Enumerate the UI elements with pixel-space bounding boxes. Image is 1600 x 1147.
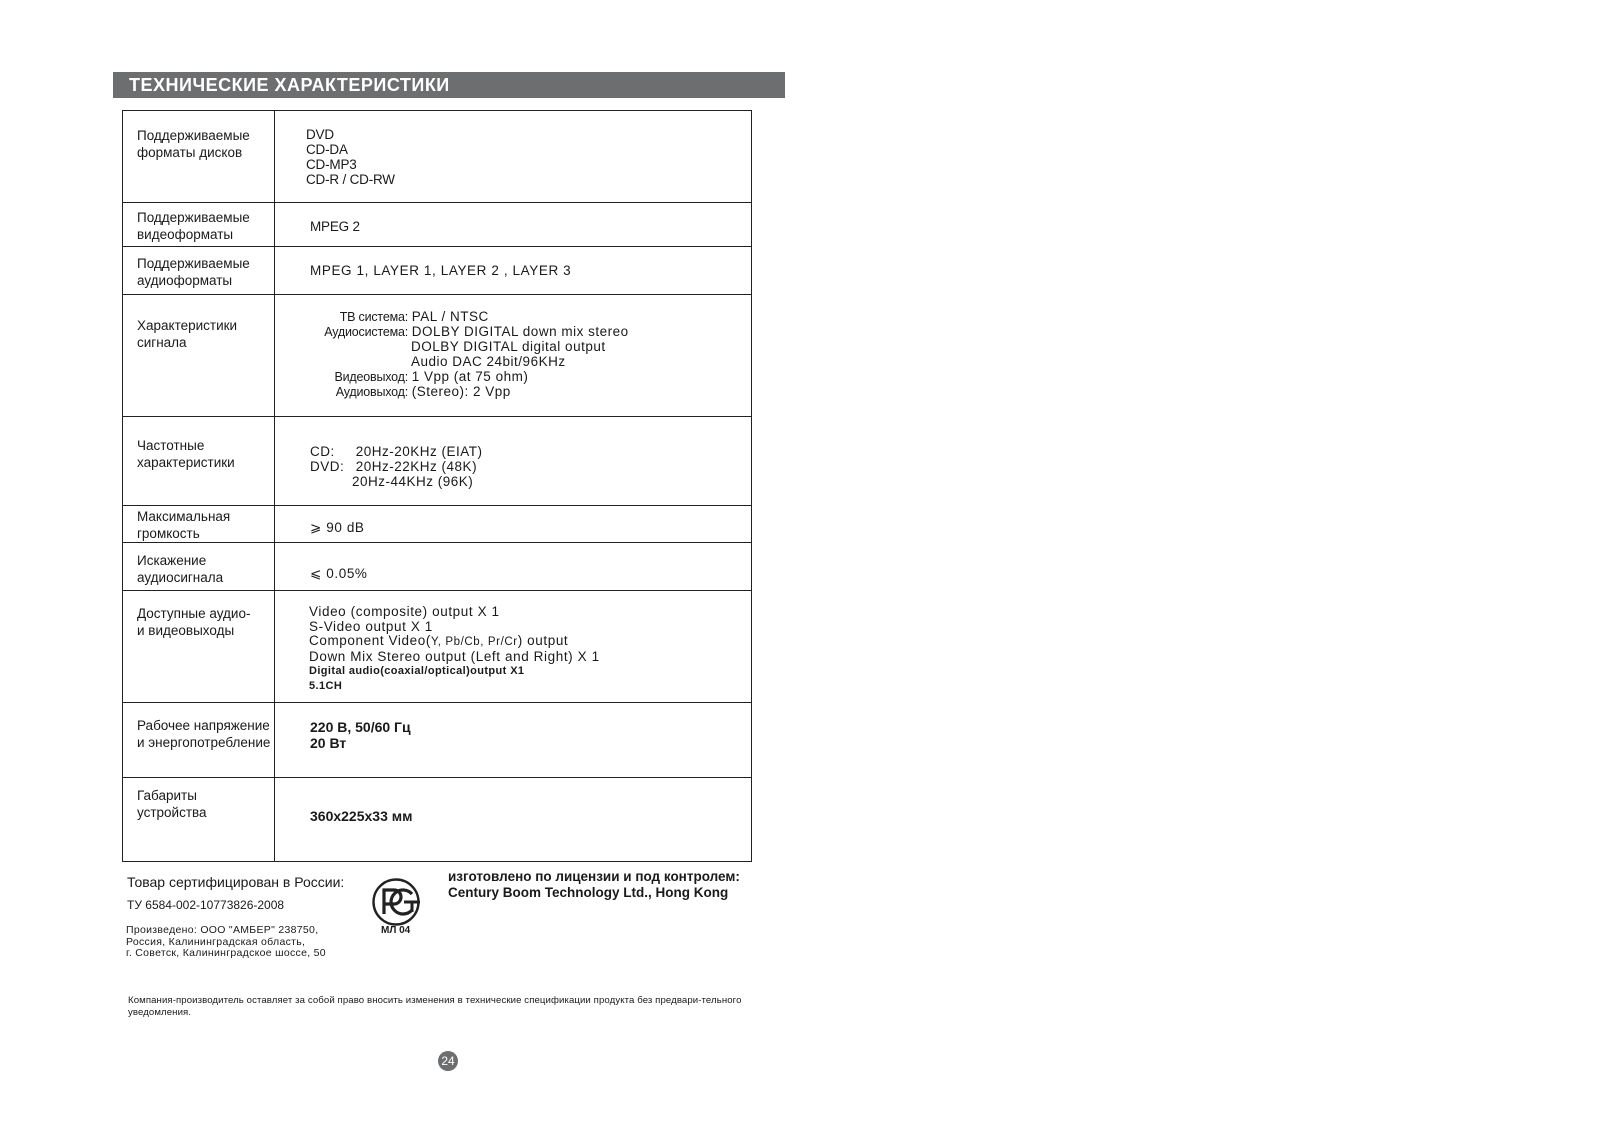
- spec-label: Частотные характеристики: [123, 417, 275, 505]
- spec-value: [275, 591, 751, 702]
- section-title: ТЕХНИЧЕСКИЕ ХАРАКТЕРИСТИКИ: [113, 72, 785, 98]
- spec-row-audio-formats: [123, 247, 751, 295]
- tv-system-value: PAL / NTSC: [411, 309, 489, 324]
- spec-label: Доступные аудио- и видеовыходы: [123, 591, 275, 702]
- disc-format-item: CD-MP3: [306, 157, 357, 172]
- page-number: 24: [438, 1051, 458, 1071]
- spec-value: ⩽ 0.05%: [310, 566, 368, 581]
- spec-value: [275, 111, 751, 202]
- spec-label: Рабочее напряжение и энергопотребление: [123, 703, 275, 777]
- output-line: Video (composite) output X 1: [309, 604, 500, 619]
- license-info: [448, 869, 740, 901]
- spec-label: Поддерживаемые аудиоформаты: [123, 247, 275, 294]
- spec-label: Габариты устройства: [123, 778, 275, 862]
- output-line: Component Video(Y, Pb/Cb, Pr/Cr) output: [309, 633, 569, 648]
- spec-label: Максимальная громкость: [123, 506, 275, 542]
- spec-row-dimensions: [123, 778, 751, 862]
- video-out-value: 1 Vpp (at 75 ohm): [411, 369, 529, 384]
- spec-row-signal: [123, 295, 751, 417]
- spec-row-distortion: [123, 543, 751, 591]
- certification-code: МЛ 04: [381, 925, 411, 936]
- rst-certification-logo-icon: [371, 876, 423, 928]
- tv-system-key: ТВ система:: [339, 310, 408, 324]
- audio-system-value: Audio DAC 24bit/96KHz: [411, 354, 566, 369]
- license-line: изготовлено по лицензии и под контролем:: [448, 869, 740, 884]
- spec-row-power: [123, 703, 751, 778]
- dvd-key: DVD:: [310, 459, 345, 474]
- spec-row-video-formats: [123, 203, 751, 247]
- spec-row-max-volume: [123, 506, 751, 543]
- spec-label: Характеристики сигнала: [123, 295, 275, 416]
- disc-format-item: DVD: [306, 127, 334, 142]
- spec-value: ⩾ 90 dB: [310, 520, 365, 535]
- spec-value: [275, 295, 751, 416]
- disc-format-item: CD-R / CD-RW: [306, 172, 395, 187]
- tu-number: ТУ 6584-002-10773826-2008: [127, 898, 285, 912]
- output-line: S-Video output X 1: [309, 618, 433, 634]
- audio-out-value: (Stereo): 2 Vpp: [411, 384, 511, 399]
- cd-key: CD:: [310, 444, 335, 459]
- spec-row-outputs: [123, 591, 751, 703]
- license-line: Century Boom Technology Ltd., Hong Kong: [448, 885, 729, 900]
- spec-value: [275, 417, 751, 505]
- audio-out-key: Аудиовыход:: [335, 385, 408, 399]
- power-line: 220 В, 50/60 Гц: [310, 719, 411, 735]
- spec-label: Поддерживаемые видеоформаты: [123, 203, 275, 246]
- manufacturer-address: Произведено: ООО "АМБЕР" 238750, Россия, Калининградская область, г. Советск, Калининградское шоссе, 50: [126, 924, 326, 959]
- spec-row-disc-formats: [123, 111, 751, 203]
- output-line: Down Mix Stereo output (Left and Right) X 1: [309, 648, 600, 664]
- output-line: 5.1CH: [309, 679, 343, 692]
- dvd-value: 20Hz-44KHz (96K): [352, 474, 474, 489]
- spec-value: 360x225x33 мм: [310, 808, 413, 824]
- audio-system-value: DOLBY DIGITAL digital output: [411, 339, 606, 354]
- power-line: 20 Вт: [310, 735, 347, 751]
- spec-label: Поддерживаемые форматы дисков: [123, 111, 275, 202]
- spec-table: [122, 110, 752, 862]
- cd-value: 20Hz-20KHz (EIAT): [355, 444, 483, 459]
- video-out-key: Видеовыход:: [334, 370, 408, 384]
- audio-system-key: Аудиосистема:: [324, 325, 408, 339]
- spec-label: Искажение аудиосигнала: [123, 543, 275, 590]
- dvd-value: 20Hz-22KHz (48K): [355, 459, 478, 474]
- audio-system-value: DOLBY DIGITAL down mix stereo: [411, 324, 629, 339]
- spec-row-frequency: [123, 417, 751, 506]
- output-line: Digital audio(coaxial/optical)output X1: [309, 665, 525, 677]
- spec-value: MPEG 2: [310, 219, 360, 234]
- certification-text: Товар сертифицирован в России:: [127, 874, 345, 890]
- disc-format-item: CD-DA: [306, 142, 348, 157]
- spec-value: [275, 703, 751, 777]
- spec-value: MPEG 1, LAYER 1, LAYER 2 , LAYER 3: [310, 263, 572, 278]
- disclaimer-text: Компания-производитель оставляет за собой право вносить изменения в технические спецификации продукта без предвари-тельного уведомления.: [128, 995, 742, 1018]
